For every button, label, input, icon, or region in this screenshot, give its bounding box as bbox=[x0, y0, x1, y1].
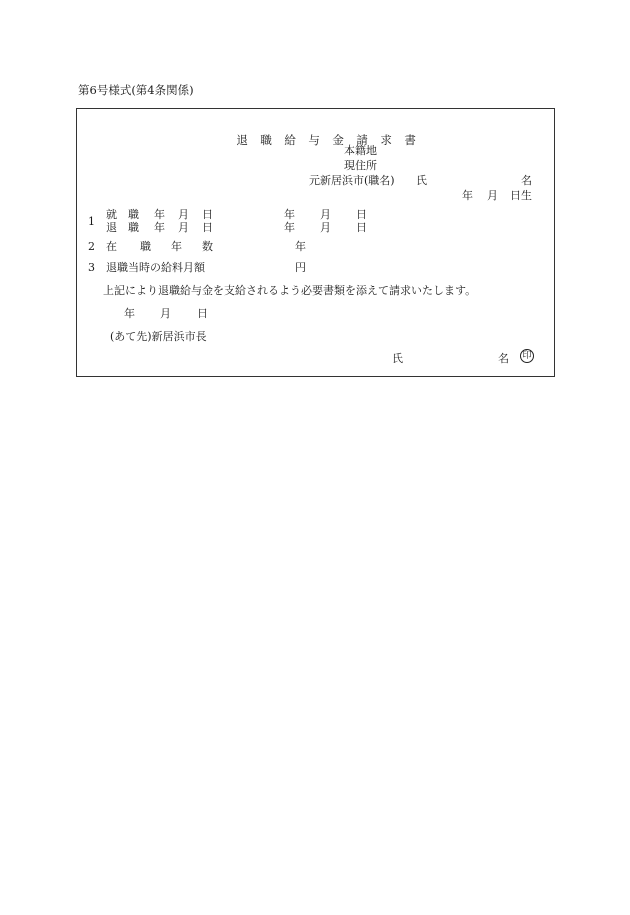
title-char: 求 bbox=[380, 133, 392, 147]
title-char: 与 bbox=[308, 133, 320, 147]
title-char: 給 bbox=[284, 133, 296, 147]
item1-hire-month: 月 bbox=[320, 208, 331, 221]
request-statement: 上記により退職給与金を支給されるよう必要書類を添えて請求いたします。 bbox=[103, 284, 477, 297]
item1-row-hire-char: 日 bbox=[202, 208, 213, 221]
item2-number: 2 bbox=[88, 240, 95, 253]
title-char: 職 bbox=[260, 133, 272, 147]
item1-number: 1 bbox=[88, 215, 95, 228]
item1-row-retire-char: 月 bbox=[178, 221, 189, 234]
item1-row-retire-char: 日 bbox=[202, 221, 213, 234]
item1-retire-month: 月 bbox=[320, 221, 331, 234]
birth-year-label: 年 bbox=[462, 189, 473, 202]
item3-number: 3 bbox=[88, 261, 95, 274]
item1-row-hire-char: 就 bbox=[106, 208, 117, 221]
item2-label-char: 年 bbox=[171, 240, 182, 253]
item1-hire-day: 日 bbox=[356, 208, 367, 221]
addressee: (あて先)新居浜市長 bbox=[110, 330, 207, 343]
signature-shi-label: 氏 bbox=[392, 352, 403, 365]
title-char: 書 bbox=[404, 133, 416, 147]
title-char: 退 bbox=[236, 133, 248, 147]
item1-row-retire-char: 職 bbox=[128, 221, 139, 234]
honseki-label: 本籍地 bbox=[344, 144, 377, 157]
item1-hire-year: 年 bbox=[284, 208, 295, 221]
seal-icon: 印 bbox=[520, 349, 534, 363]
item3-unit: 円 bbox=[295, 261, 306, 274]
form-label: 第6号様式(第4条関係) bbox=[78, 83, 194, 97]
name-shi-label: 氏 bbox=[416, 174, 427, 187]
birth-month-label: 月 bbox=[487, 189, 498, 202]
form-title bbox=[229, 121, 416, 147]
item2-label-char: 職 bbox=[140, 240, 151, 253]
name-mei-label: 名 bbox=[521, 174, 532, 187]
birth-day-label: 日生 bbox=[510, 189, 532, 202]
item1-row-hire-char: 年 bbox=[154, 208, 165, 221]
shokumei-label: 元新居浜市(職名) bbox=[309, 174, 395, 187]
date-year-label: 年 bbox=[124, 307, 135, 320]
item2-unit: 年 bbox=[295, 240, 306, 253]
item1-row-retire-char: 年 bbox=[154, 221, 165, 234]
item2-label-char: 在 bbox=[106, 240, 117, 253]
date-day-label: 日 bbox=[197, 307, 208, 320]
item1-row-hire-char: 月 bbox=[178, 208, 189, 221]
item1-retire-day: 日 bbox=[356, 221, 367, 234]
item3-label: 退職当時の給料月額 bbox=[106, 261, 205, 274]
title-char: 請 bbox=[356, 133, 368, 147]
genjusho-label: 現住所 bbox=[344, 159, 377, 172]
signature-mei-label: 名 bbox=[498, 352, 509, 365]
date-month-label: 月 bbox=[160, 307, 171, 320]
item1-retire-year: 年 bbox=[284, 221, 295, 234]
item2-label-char: 数 bbox=[202, 240, 213, 253]
item1-row-hire-char: 職 bbox=[128, 208, 139, 221]
item1-row-retire-char: 退 bbox=[106, 221, 117, 234]
title-char: 金 bbox=[332, 133, 344, 147]
